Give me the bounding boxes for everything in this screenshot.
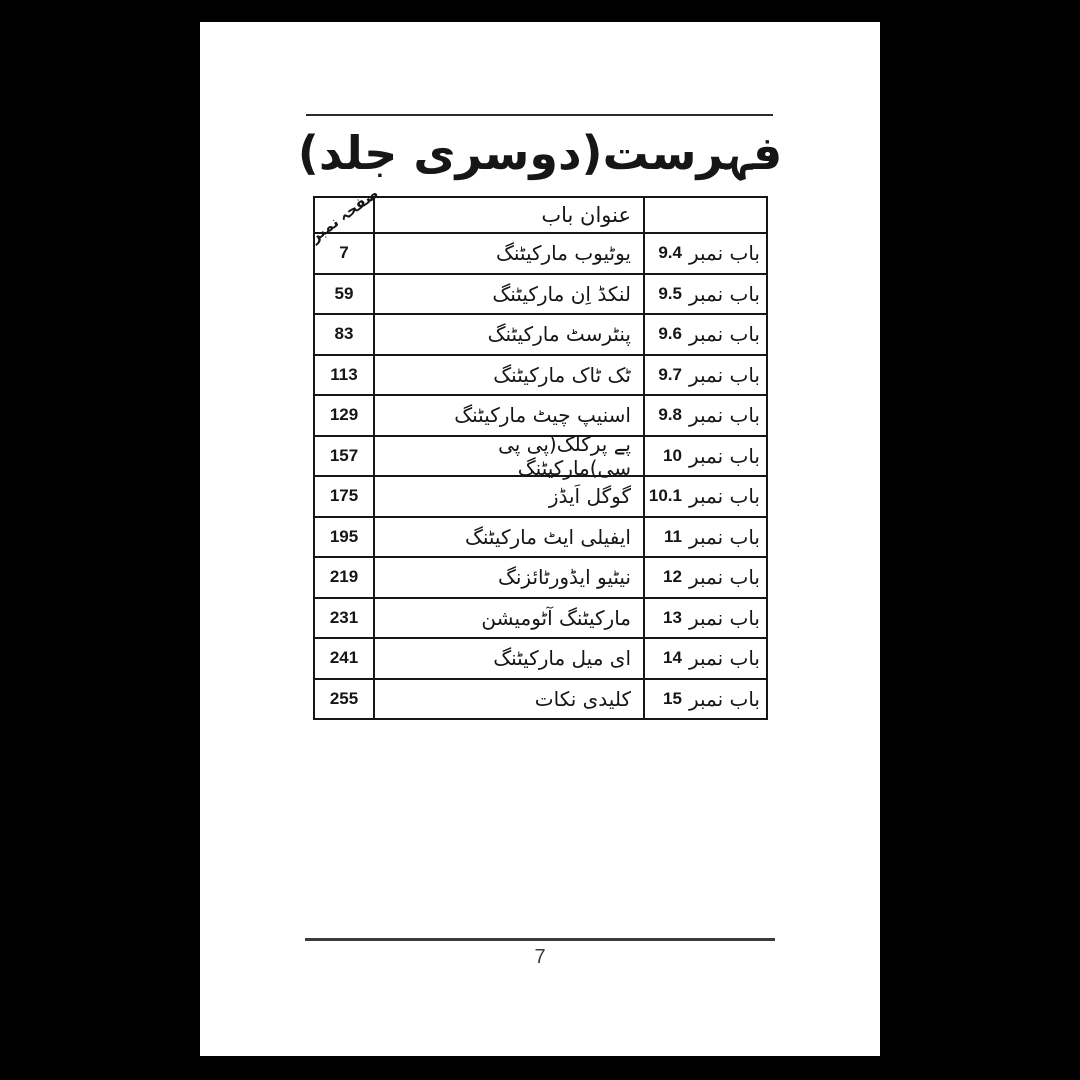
chapter-label: باب نمبر [688, 403, 760, 428]
header-chapter-title-label: عنوان باب [541, 203, 631, 227]
page-number-cell: 59 [315, 275, 375, 314]
chapter-title-cell: مارکیٹنگ آٹومیشن [375, 599, 645, 638]
chapter-title-cell: پنٹرسٹ مارکیٹنگ [375, 315, 645, 354]
page-title: فہرست(دوسری جلد) [297, 126, 783, 180]
page-number-cell: 231 [315, 599, 375, 638]
chapter-number-cell [645, 437, 766, 476]
chapter-number: 10.1 [648, 486, 682, 506]
page-number-cell: 175 [315, 477, 375, 516]
chapter-number: 9.5 [658, 283, 682, 303]
chapter-number-cell [645, 315, 766, 354]
chapter-title-cell: ٹک ٹاک مارکیٹنگ [375, 356, 645, 395]
table-of-contents [306, 184, 768, 720]
page-number-cell: 129 [315, 396, 375, 435]
chapter-number: 9.7 [658, 364, 682, 384]
chapter-number-cell [645, 518, 766, 557]
page-number-cell: 195 [315, 518, 375, 557]
table-row [315, 354, 766, 395]
header-page-number-label: صفحہ نمبر [306, 184, 382, 246]
page-number-cell: 113 [315, 356, 375, 395]
chapter-number-cell [645, 680, 766, 719]
chapter-title-cell: پے پرکلک(پی پی سی)مارکیٹنگ [375, 437, 645, 476]
table-header-row [306, 184, 766, 246]
page-number-cell: 83 [315, 315, 375, 354]
page-number-cell: 219 [315, 558, 375, 597]
chapter-label: باب نمبر [688, 524, 760, 549]
chapter-number: 11 [663, 526, 682, 546]
book-page [200, 22, 880, 1056]
chapter-number: 13 [663, 607, 682, 627]
chapter-number-cell [645, 356, 766, 395]
chapter-number-cell [645, 396, 766, 435]
chapter-label: باب نمبر [688, 605, 760, 630]
page-number-cell: 255 [315, 680, 375, 719]
chapter-label: باب نمبر [688, 484, 760, 509]
chapter-title-cell: اسنیپ چیٹ مارکیٹنگ [375, 396, 645, 435]
table-row [315, 475, 766, 516]
chapter-label: باب نمبر [688, 322, 760, 347]
chapter-label: باب نمبر [688, 362, 760, 387]
chapter-label: باب نمبر [688, 443, 760, 468]
table-row [315, 637, 766, 678]
table-row [315, 431, 766, 480]
chapter-number-cell [645, 599, 766, 638]
table-row [315, 516, 766, 557]
table-row [315, 273, 766, 314]
chapter-number: 15 [663, 688, 682, 708]
chapter-label: باب نمبر [688, 565, 760, 590]
chapter-number: 9.8 [658, 405, 682, 425]
top-divider-rule [306, 114, 773, 116]
chapter-number: 9.4 [658, 243, 682, 263]
chapter-title-cell: ایفیلی ایٹ مارکیٹنگ [375, 518, 645, 557]
chapter-number: 12 [663, 567, 682, 587]
chapter-number-cell [645, 558, 766, 597]
page-number-cell: 241 [315, 639, 375, 678]
table-row [315, 556, 766, 597]
table-row [315, 678, 766, 719]
chapter-label: باب نمبر [688, 281, 760, 306]
chapter-number-cell [645, 275, 766, 314]
header-page-number-cell [306, 184, 382, 246]
chapter-label: باب نمبر [688, 241, 760, 266]
chapter-title-cell: نیٹیو ایڈورٹائزنگ [375, 558, 645, 597]
header-chapter-title-cell [375, 198, 645, 232]
table-row [315, 394, 766, 435]
page-number-cell: 157 [315, 437, 375, 476]
table-row [315, 313, 766, 354]
chapter-title-cell: کلیدی نکات [375, 680, 645, 719]
table-row [315, 232, 766, 273]
table-row [315, 597, 766, 638]
chapter-number-cell [645, 234, 766, 273]
chapter-number: 9.6 [658, 324, 682, 344]
chapter-number: 10 [663, 445, 682, 465]
chapter-number-cell [645, 639, 766, 678]
chapter-label: باب نمبر [688, 686, 760, 711]
page-number-cell: 7 [315, 234, 375, 273]
chapter-title-cell: یوٹیوب مارکیٹنگ [375, 234, 645, 273]
chapter-label: باب نمبر [688, 646, 760, 671]
folio-page-number: 7 [534, 946, 546, 968]
footer-divider-rule [305, 938, 775, 941]
chapter-number: 14 [663, 648, 682, 668]
chapter-title-cell: ای میل مارکیٹنگ [375, 639, 645, 678]
chapter-title-cell: لنکڈ اِن مارکیٹنگ [375, 275, 645, 314]
chapter-title-cell: گوگل اَیڈز [375, 477, 645, 516]
header-chapter-number-cell [645, 198, 766, 232]
chapter-number-cell [645, 477, 766, 516]
